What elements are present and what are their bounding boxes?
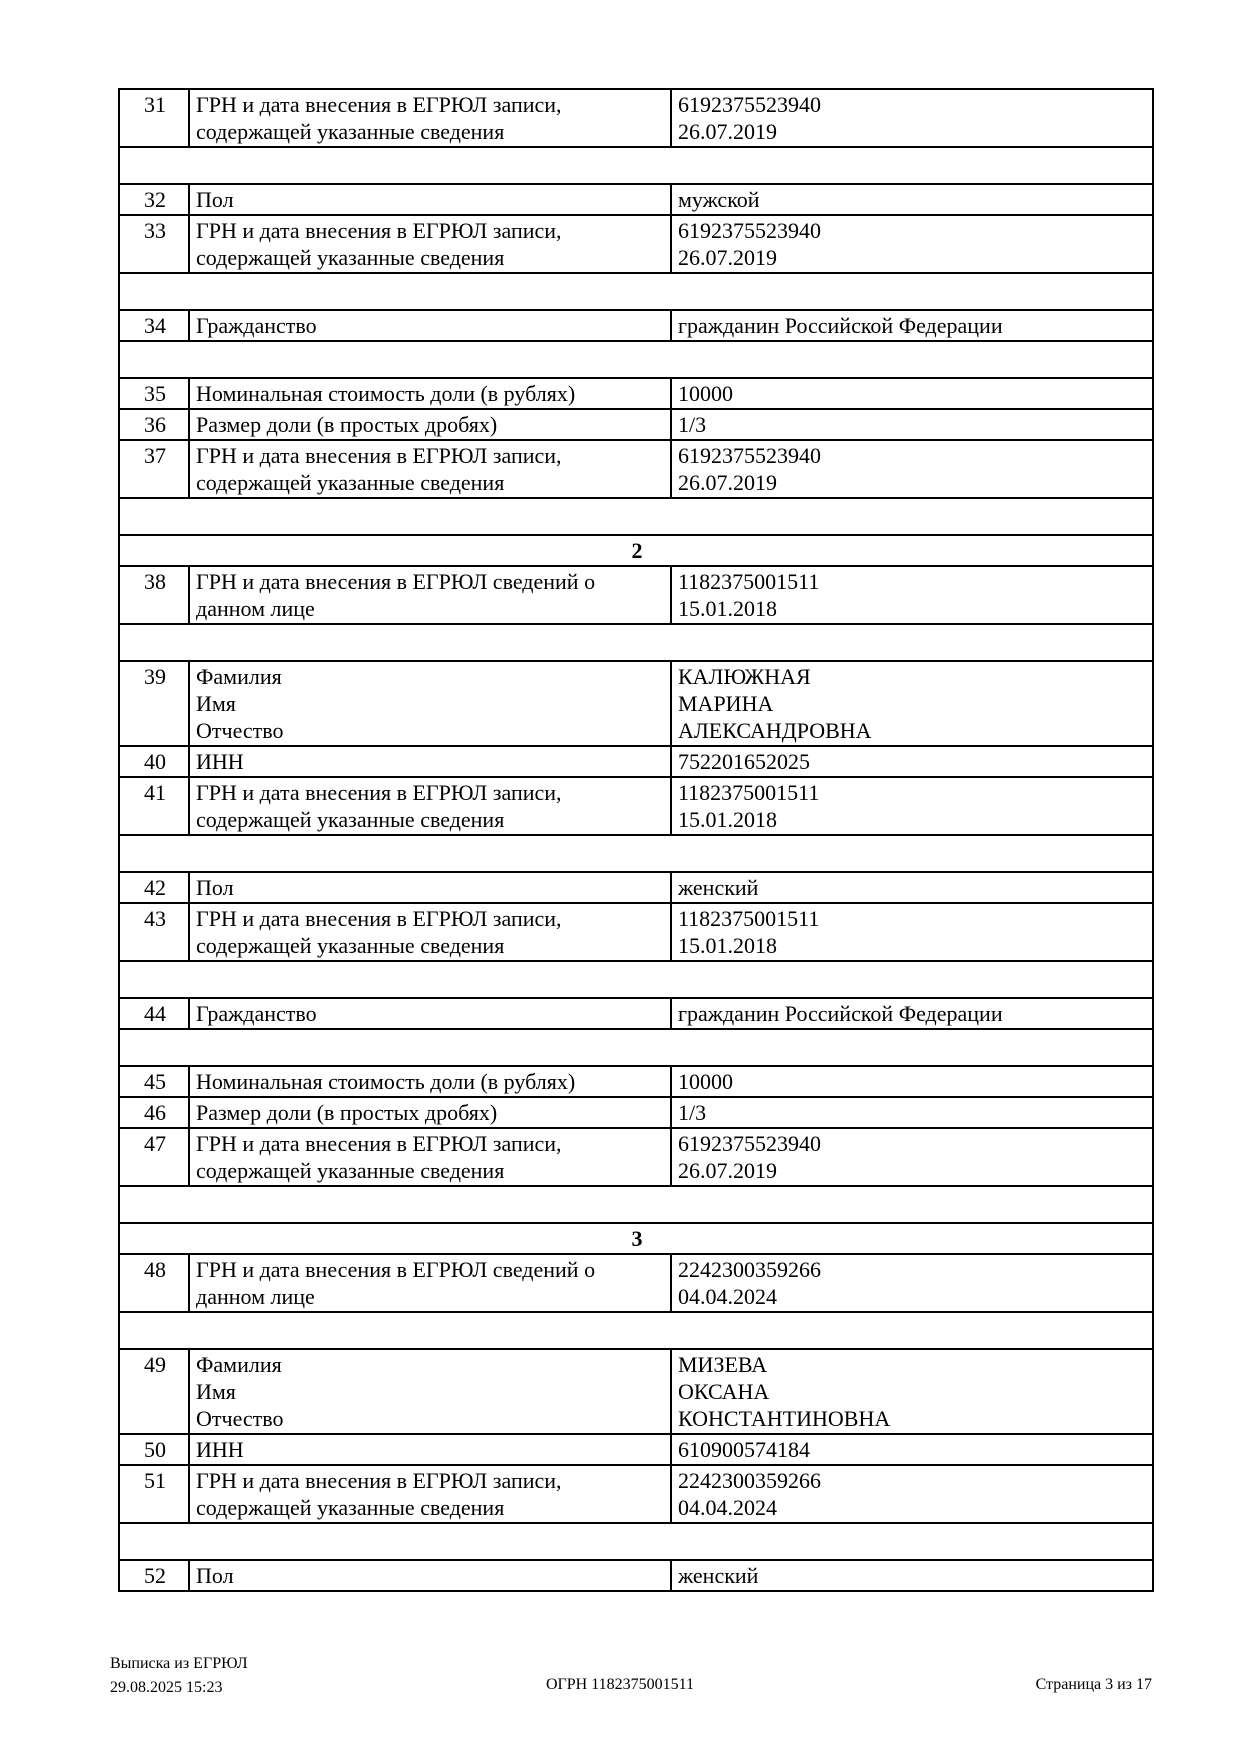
table-row-41 xyxy=(119,777,1153,835)
table-row-51 xyxy=(119,1465,1153,1523)
field-label-line: Гражданство xyxy=(196,1001,317,1026)
field-label-cell xyxy=(189,661,671,746)
table-row-34 xyxy=(119,310,1153,341)
field-label-cell xyxy=(189,1066,671,1097)
spacer-cell xyxy=(119,1523,1153,1560)
field-value-line: 04.04.2024 xyxy=(678,1495,777,1520)
field-label-line: ИНН xyxy=(196,749,244,774)
spacer-row xyxy=(119,961,1153,998)
section-header-row-3 xyxy=(119,1223,1153,1254)
field-value-cell xyxy=(671,998,1153,1029)
field-value-line: 10000 xyxy=(678,1069,733,1094)
table-row-37 xyxy=(119,440,1153,498)
table-row-35 xyxy=(119,378,1153,409)
table-row-52 xyxy=(119,1560,1153,1591)
field-label-line: Отчество xyxy=(196,718,284,743)
field-label-line: содержащей указанные сведения xyxy=(196,245,505,270)
field-value-line: 15.01.2018 xyxy=(678,807,777,832)
spacer-row xyxy=(119,835,1153,872)
spacer-cell xyxy=(119,961,1153,998)
field-value-line: 26.07.2019 xyxy=(678,1158,777,1183)
spacer-row xyxy=(119,1312,1153,1349)
field-value-line: 6192375523940 xyxy=(678,443,821,468)
field-value-line: женский xyxy=(678,1563,759,1588)
spacer-cell xyxy=(119,147,1153,184)
field-value-line: 1182375001511 xyxy=(678,780,820,805)
footer-doc-title: Выписка из ЕГРЮЛ xyxy=(110,1655,248,1672)
field-label-cell xyxy=(189,310,671,341)
field-label-line: ГРН и дата внесения в ЕГРЮЛ сведений о xyxy=(196,569,596,594)
field-label-line: содержащей указанные сведения xyxy=(196,1158,505,1183)
row-number-cell: 48 xyxy=(119,1254,189,1312)
field-label-line: ГРН и дата внесения в ЕГРЮЛ записи, xyxy=(196,1131,562,1156)
spacer-cell xyxy=(119,498,1153,535)
table-row-32 xyxy=(119,184,1153,215)
row-number-cell: 34 xyxy=(119,310,189,341)
field-label-cell xyxy=(189,1254,671,1312)
table-row-44 xyxy=(119,998,1153,1029)
field-value-line: 04.04.2024 xyxy=(678,1284,777,1309)
row-number-cell: 32 xyxy=(119,184,189,215)
field-value-cell xyxy=(671,1254,1153,1312)
field-value-line: мужской xyxy=(678,187,760,212)
table-row-46 xyxy=(119,1097,1153,1128)
field-label-line: данном лице xyxy=(196,1284,315,1309)
field-value-line: МАРИНА xyxy=(678,691,774,716)
spacer-cell xyxy=(119,624,1153,661)
field-label-line: ГРН и дата внесения в ЕГРЮЛ записи, xyxy=(196,218,562,243)
field-value-line: 1/3 xyxy=(678,412,707,437)
field-label-cell xyxy=(189,378,671,409)
table-row-49 xyxy=(119,1349,1153,1434)
field-value-line: АЛЕКСАНДРОВНА xyxy=(678,718,872,743)
spacer-row xyxy=(119,147,1153,184)
field-value-line: 15.01.2018 xyxy=(678,933,777,958)
field-value-cell xyxy=(671,746,1153,777)
field-label-cell xyxy=(189,1128,671,1186)
field-value-cell xyxy=(671,184,1153,215)
spacer-row xyxy=(119,1186,1153,1223)
field-label-line: данном лице xyxy=(196,596,315,621)
field-value-cell xyxy=(671,566,1153,624)
table-row-40 xyxy=(119,746,1153,777)
field-value-cell xyxy=(671,661,1153,746)
field-value-line: 1/3 xyxy=(678,1100,707,1125)
field-value-cell xyxy=(671,1128,1153,1186)
row-number-cell: 50 xyxy=(119,1434,189,1465)
row-number-cell: 44 xyxy=(119,998,189,1029)
field-value-line: 1182375001511 xyxy=(678,569,820,594)
field-value-cell xyxy=(671,1097,1153,1128)
table-row-38 xyxy=(119,566,1153,624)
field-value-line: 26.07.2019 xyxy=(678,119,777,144)
field-value-line: 6192375523940 xyxy=(678,92,821,117)
field-label-line: содержащей указанные сведения xyxy=(196,807,505,832)
spacer-cell xyxy=(119,1312,1153,1349)
row-number-cell: 33 xyxy=(119,215,189,273)
egrul-table xyxy=(118,88,1154,1592)
field-label-line: ГРН и дата внесения в ЕГРЮЛ записи, xyxy=(196,443,562,468)
table-row-31 xyxy=(119,89,1153,147)
section-header-label: 3 xyxy=(119,1223,1153,1254)
row-number-cell: 49 xyxy=(119,1349,189,1434)
field-label-line: ГРН и дата внесения в ЕГРЮЛ сведений о xyxy=(196,1257,596,1282)
field-value-cell xyxy=(671,89,1153,147)
field-label-line: Пол xyxy=(196,875,234,900)
spacer-row xyxy=(119,624,1153,661)
field-label-cell xyxy=(189,1560,671,1591)
field-value-cell xyxy=(671,310,1153,341)
footer-page-number: Страница 3 из 17 xyxy=(1035,1676,1152,1693)
table-row-45 xyxy=(119,1066,1153,1097)
field-value-cell xyxy=(671,903,1153,961)
egrul-table-container xyxy=(118,88,1152,1592)
row-number-cell: 35 xyxy=(119,378,189,409)
field-label-line: ГРН и дата внесения в ЕГРЮЛ записи, xyxy=(196,1468,562,1493)
field-label-cell xyxy=(189,777,671,835)
field-value-line: МИЗЕВА xyxy=(678,1352,768,1377)
field-value-line: КОНСТАНТИНОВНА xyxy=(678,1406,891,1431)
field-label-line: Отчество xyxy=(196,1406,284,1431)
field-label-cell xyxy=(189,872,671,903)
spacer-cell xyxy=(119,1029,1153,1066)
field-value-cell xyxy=(671,215,1153,273)
field-label-line: содержащей указанные сведения xyxy=(196,119,505,144)
field-label-line: Фамилия xyxy=(196,1352,282,1377)
field-label-line: Пол xyxy=(196,1563,234,1588)
field-value-line: 610900574184 xyxy=(678,1437,810,1462)
field-value-line: 26.07.2019 xyxy=(678,245,777,270)
table-row-33 xyxy=(119,215,1153,273)
row-number-cell: 37 xyxy=(119,440,189,498)
field-label-line: ГРН и дата внесения в ЕГРЮЛ записи, xyxy=(196,906,562,931)
field-label-line: Размер доли (в простых дробях) xyxy=(196,412,498,437)
field-label-line: ГРН и дата внесения в ЕГРЮЛ записи, xyxy=(196,92,562,117)
field-label-line: ГРН и дата внесения в ЕГРЮЛ записи, xyxy=(196,780,562,805)
footer-ogrn: ОГРН 1182375001511 xyxy=(545,1676,695,1693)
field-label-cell xyxy=(189,184,671,215)
field-label-line: Гражданство xyxy=(196,313,317,338)
field-label-line: содержащей указанные сведения xyxy=(196,470,505,495)
field-value-cell xyxy=(671,440,1153,498)
field-label-cell xyxy=(189,1434,671,1465)
table-row-48 xyxy=(119,1254,1153,1312)
field-value-line: ОКСАНА xyxy=(678,1379,770,1404)
row-number-cell: 42 xyxy=(119,872,189,903)
field-value-cell xyxy=(671,1349,1153,1434)
field-label-line: Имя xyxy=(196,1379,236,1404)
row-number-cell: 38 xyxy=(119,566,189,624)
field-value-line: 6192375523940 xyxy=(678,218,821,243)
row-number-cell: 46 xyxy=(119,1097,189,1128)
spacer-cell xyxy=(119,1186,1153,1223)
field-value-cell xyxy=(671,872,1153,903)
spacer-cell xyxy=(119,341,1153,378)
field-label-cell xyxy=(189,215,671,273)
spacer-cell xyxy=(119,273,1153,310)
field-value-cell xyxy=(671,1560,1153,1591)
spacer-row xyxy=(119,341,1153,378)
table-row-36 xyxy=(119,409,1153,440)
row-number-cell: 39 xyxy=(119,661,189,746)
field-label-cell xyxy=(189,409,671,440)
field-value-cell xyxy=(671,1465,1153,1523)
field-label-line: Номинальная стоимость доли (в рублях) xyxy=(196,1069,576,1094)
field-label-line: Фамилия xyxy=(196,664,282,689)
table-row-47 xyxy=(119,1128,1153,1186)
field-label-line: Размер доли (в простых дробях) xyxy=(196,1100,498,1125)
table-row-50 xyxy=(119,1434,1153,1465)
row-number-cell: 36 xyxy=(119,409,189,440)
field-value-line: 6192375523940 xyxy=(678,1131,821,1156)
field-value-line: 10000 xyxy=(678,381,733,406)
field-label-cell xyxy=(189,1097,671,1128)
field-label-line: Пол xyxy=(196,187,234,212)
field-label-line: Номинальная стоимость доли (в рублях) xyxy=(196,381,576,406)
spacer-row xyxy=(119,498,1153,535)
field-value-line: 2242300359266 xyxy=(678,1468,821,1493)
section-header-row-2 xyxy=(119,535,1153,566)
row-number-cell: 51 xyxy=(119,1465,189,1523)
table-row-39 xyxy=(119,661,1153,746)
field-label-line: Имя xyxy=(196,691,236,716)
field-label-cell xyxy=(189,1349,671,1434)
field-label-cell xyxy=(189,566,671,624)
footer-timestamp: 29.08.2025 15:23 xyxy=(110,1679,223,1696)
field-value-line: 15.01.2018 xyxy=(678,596,777,621)
row-number-cell: 45 xyxy=(119,1066,189,1097)
field-label-cell xyxy=(189,998,671,1029)
field-value-line: 752201652025 xyxy=(678,749,810,774)
row-number-cell: 41 xyxy=(119,777,189,835)
spacer-row xyxy=(119,1523,1153,1560)
field-value-line: гражданин Российской Федерации xyxy=(678,1001,1003,1026)
table-row-42 xyxy=(119,872,1153,903)
row-number-cell: 47 xyxy=(119,1128,189,1186)
field-label-line: ИНН xyxy=(196,1437,244,1462)
field-value-line: гражданин Российской Федерации xyxy=(678,313,1003,338)
field-value-line: 2242300359266 xyxy=(678,1257,821,1282)
field-label-cell xyxy=(189,89,671,147)
field-value-line: КАЛЮЖНАЯ xyxy=(678,664,811,689)
spacer-row xyxy=(119,273,1153,310)
row-number-cell: 31 xyxy=(119,89,189,147)
field-value-cell xyxy=(671,409,1153,440)
spacer-cell xyxy=(119,835,1153,872)
table-row-43 xyxy=(119,903,1153,961)
field-value-cell xyxy=(671,1066,1153,1097)
field-value-line: женский xyxy=(678,875,759,900)
section-header-label: 2 xyxy=(119,535,1153,566)
field-label-cell xyxy=(189,903,671,961)
field-value-line: 1182375001511 xyxy=(678,906,820,931)
field-label-line: содержащей указанные сведения xyxy=(196,933,505,958)
field-label-line: содержащей указанные сведения xyxy=(196,1495,505,1520)
row-number-cell: 40 xyxy=(119,746,189,777)
field-label-cell xyxy=(189,440,671,498)
field-value-cell xyxy=(671,777,1153,835)
egrul-table-body xyxy=(119,89,1153,1591)
row-number-cell: 43 xyxy=(119,903,189,961)
field-value-cell xyxy=(671,1434,1153,1465)
field-label-cell xyxy=(189,1465,671,1523)
spacer-row xyxy=(119,1029,1153,1066)
row-number-cell: 52 xyxy=(119,1560,189,1591)
field-label-cell xyxy=(189,746,671,777)
field-value-cell xyxy=(671,378,1153,409)
field-value-line: 26.07.2019 xyxy=(678,470,777,495)
